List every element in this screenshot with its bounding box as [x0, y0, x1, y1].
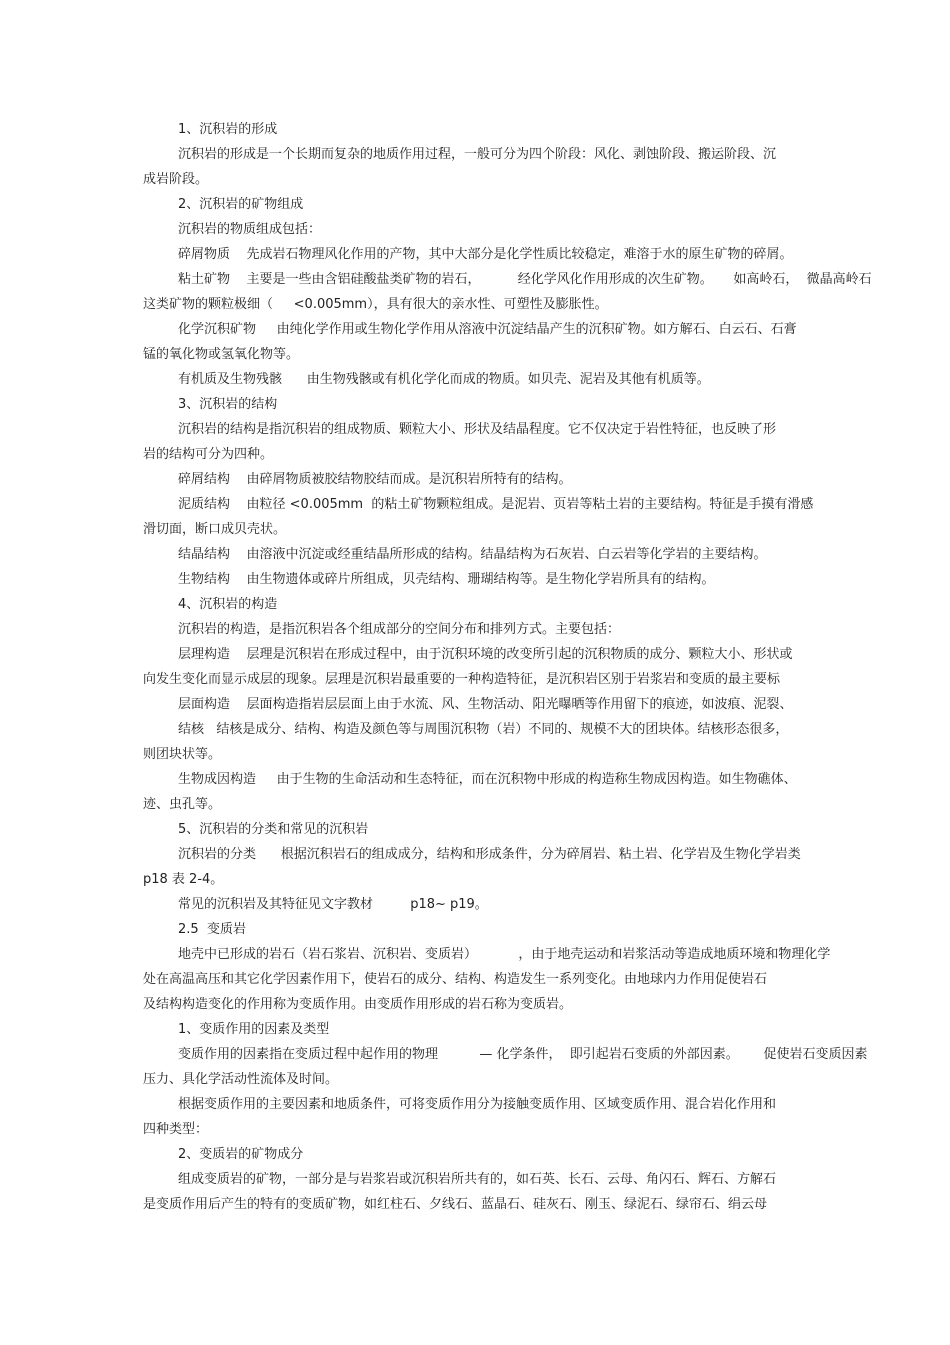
paragraph-line: 锰的氧化物或氢氧化物等。	[143, 347, 300, 362]
paragraph-line: p18 表 2-4。	[143, 872, 224, 887]
paragraph-line: 岩的结构可分为四种。	[143, 447, 274, 462]
paragraph-line: 结核 结核是成分、结构、构造及颜色等与周围沉积物（岩）不同的、规模不大的团块体。结核形态很多，	[178, 722, 789, 737]
heading-classification: 5、沉积岩的分类和常见的沉积岩	[178, 822, 369, 837]
heading-metamorphism-factors: 1、变质作用的因素及类型	[178, 1022, 330, 1037]
paragraph-line: 四种类型：	[143, 1122, 209, 1137]
paragraph-line: 层理构造 层理是沉积岩在形成过程中，由于沉积环境的改变所引起的沉积物质的成分、颗粒大小、形状或	[178, 647, 793, 662]
paragraph-line: 粘土矿物 主要是一些由含铝硅酸盐类矿物的岩石， 经化学风化作用形成的次生矿物。 如高岭石， 微晶高岭石	[178, 272, 872, 287]
paragraph-line: 沉积岩的物质组成包括：	[178, 222, 322, 237]
paragraph-line: 沉积岩的构造，是指沉积岩各个组成部分的空间分布和排列方式。主要包括：	[178, 622, 621, 637]
paragraph-line: 地壳中已形成的岩石（岩石浆岩、沉积岩、变质岩） ，由于地壳运动和岩浆活动等造成地质环境和物理化学	[178, 947, 831, 962]
paragraph-line: 压力、具化学活动性流体及时间。	[143, 1072, 339, 1087]
paragraph-line: 这类矿物的颗粒极细（ <0.005mm），具有很大的亲水性、可塑性及膨胀性。	[143, 297, 608, 312]
paragraph-line: 有机质及生物残骸 由生物残骸或有机化学化而成的物质。如贝壳、泥岩及其他有机质等。	[178, 372, 710, 387]
paragraph-line: 成岩阶段。	[143, 172, 209, 187]
paragraph-line: 变质作用的因素指在变质过程中起作用的物理 — 化学条件， 即引起岩石变质的外部因素。 促使岩石变质因素	[178, 1047, 868, 1062]
heading-mineral-composition: 2、沉积岩的矿物组成	[178, 197, 304, 212]
paragraph-line: 向发生变化而显示成层的现象。层理是沉积岩最重要的一种构造特征，是沉积岩区别于岩浆岩和变质的最主要标	[143, 672, 781, 687]
heading-structure: 3、沉积岩的结构	[178, 397, 278, 412]
paragraph-line: 迹、虫孔等。	[143, 797, 222, 812]
heading-metamorphic-rock: 2.5 变质岩	[178, 922, 246, 937]
paragraph-line: 结晶结构 由溶液中沉淀或经重结晶所形成的结构。结晶结构为石灰岩、白云岩等化学岩的主要结构。	[178, 547, 767, 562]
heading-metamorphic-minerals: 2、变质岩的矿物成分	[178, 1147, 304, 1162]
paragraph-line: 组成变质岩的矿物，一部分是与岩浆岩或沉积岩所共有的，如石英、长石、云母、角闪石、辉石、方解石	[178, 1172, 777, 1187]
paragraph-line: 生物结构 由生物遗体或碎片所组成，贝壳结构、珊瑚结构等。是生物化学岩所具有的结构。	[178, 572, 715, 587]
paragraph-line: 则团块状等。	[143, 747, 222, 762]
paragraph-line: 碎屑物质 先成岩石物理风化作用的产物，其中大部分是化学性质比较稳定，难溶于水的原生矿物的碎屑。	[178, 247, 793, 262]
paragraph-line: 滑切面，断口成贝壳状。	[143, 522, 287, 537]
paragraph-line: 沉积岩的形成是一个长期而复杂的地质作用过程，一般可分为四个阶段：风化、剥蚀阶段、搬运阶段、沉	[178, 147, 777, 162]
paragraph-line: 碎屑结构 由碎屑物质被胶结物胶结而成。是沉积岩所特有的结构。	[178, 472, 572, 487]
paragraph-line: 泥质结构 由粒径 <0.005mm 的粘土矿物颗粒组成。是泥岩、页岩等粘土岩的主要结构。特征是手摸有滑感	[178, 497, 814, 512]
heading-sedimentary-formation: 1、沉积岩的形成	[178, 122, 278, 137]
paragraph-line: 及结构构造变化的作用称为变质作用。由变质作用形成的岩石称为变质岩。	[143, 997, 573, 1012]
paragraph-line: 层面构造 层面构造指岩层层面上由于水流、风、生物活动、阳光曝晒等作用留下的痕迹，如波痕、泥裂、	[178, 697, 793, 712]
paragraph-line: 处在高温高压和其它化学因素作用下，使岩石的成分、结构、构造发生一系列变化。由地球内力作用促使岩石	[143, 972, 768, 987]
heading-construction: 4、沉积岩的构造	[178, 597, 278, 612]
paragraph-line: 化学沉积矿物 由纯化学作用或生物化学作用从溶液中沉淀结晶产生的沉积矿物。如方解石、白云石、石膏	[178, 322, 797, 337]
paragraph-line: 沉积岩的结构是指沉积岩的组成物质、颗粒大小、形状及结晶程度。它不仅决定于岩性特征，也反映了形	[178, 422, 777, 437]
paragraph-line: 是变质作用后产生的特有的变质矿物，如红柱石、夕线石、蓝晶石、硅灰石、刚玉、绿泥石、绿帘石、绢云母	[143, 1197, 768, 1212]
paragraph-line: 沉积岩的分类 根据沉积岩石的组成成分，结构和形成条件，分为碎屑岩、粘土岩、化学岩及生物化学岩类	[178, 847, 801, 862]
paragraph-line: 根据变质作用的主要因素和地质条件，可将变质作用分为接触变质作用、区域变质作用、混合岩化作用和	[178, 1097, 777, 1112]
paragraph-line: 常见的沉积岩及其特征见文字教材 p18~ p19。	[178, 897, 488, 912]
paragraph-line: 生物成因构造 由于生物的生命活动和生态特征，而在沉积物中形成的构造称生物成因构造。如生物礁体、	[178, 772, 797, 787]
